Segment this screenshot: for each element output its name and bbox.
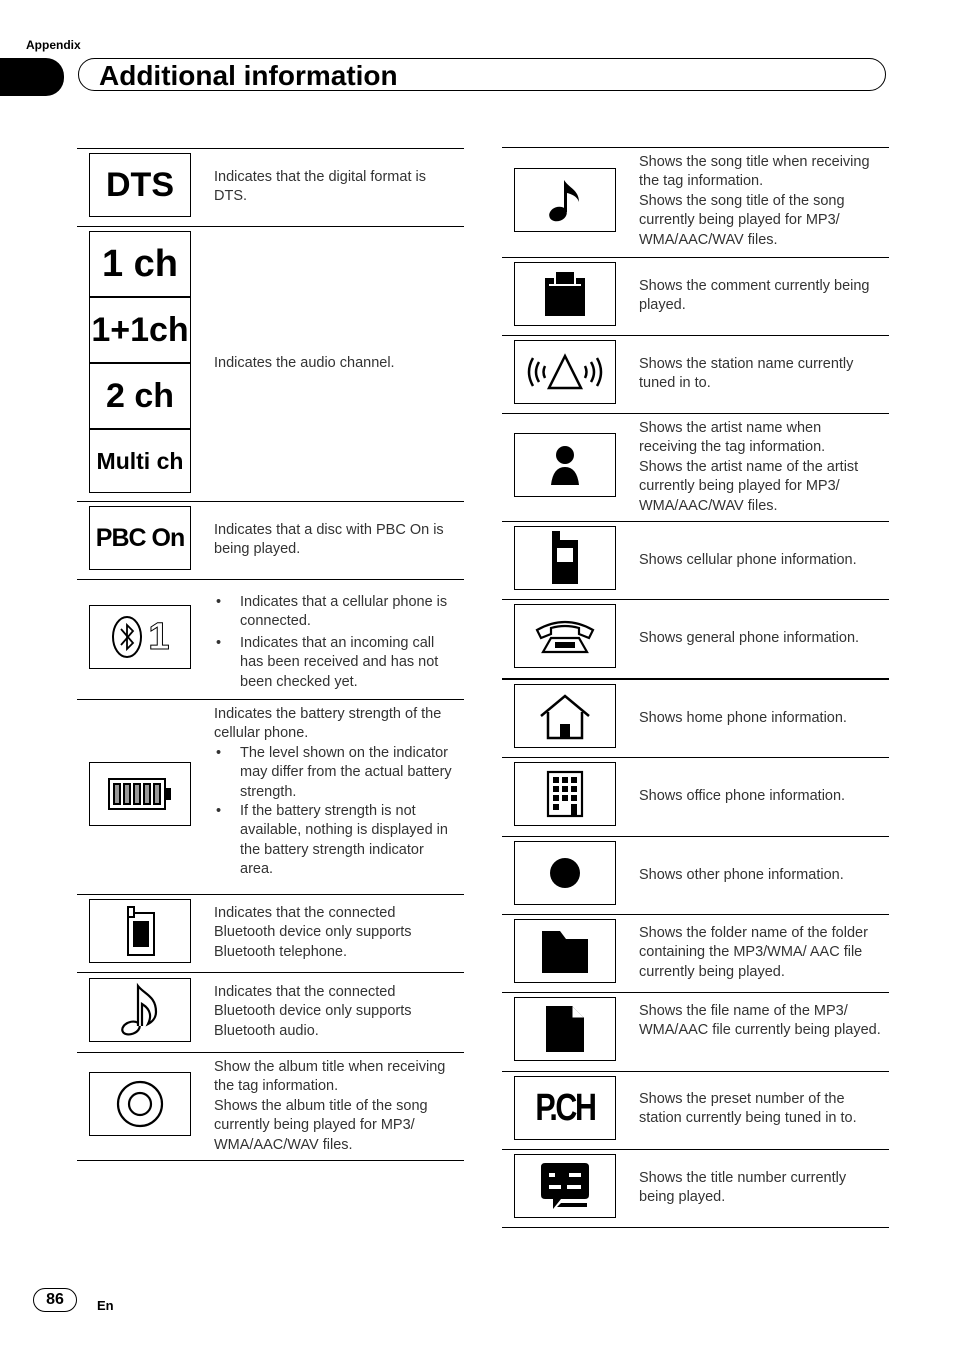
station-antenna-icon: [514, 340, 616, 404]
table-row: [502, 757, 889, 836]
table-row: [77, 226, 464, 501]
table-row: [502, 599, 889, 677]
page-number: 86: [33, 1288, 77, 1312]
row-description: Shows the song title when receiving the tag information. Shows the song title of the song currently being played for MP3/ WMA/AAC/WAV files.: [639, 154, 870, 248]
row-description: Shows home phone information.: [639, 710, 847, 726]
office-building-icon: [514, 762, 616, 826]
comment-icon: [514, 262, 616, 326]
row-description: • Indicates that a cellular phone is connected. • Indicates that an incoming call has been received and has not been checked yet.: [214, 593, 458, 692]
bluetooth-audio-icon: [89, 978, 191, 1042]
table-row: [502, 1071, 889, 1149]
row-description: Indicates that a disc with PBC On is being played.: [214, 522, 444, 558]
row-description: Indicates that the connected Bluetooth device only supports Bluetooth audio.: [214, 984, 412, 1039]
multi-channel-icon: Multi ch: [89, 429, 191, 493]
table-row: [77, 148, 464, 226]
row-description: Shows the title number currently being played.: [639, 1170, 847, 1206]
right-icon-table: [502, 147, 889, 1229]
other-phone-dot-icon: [514, 841, 616, 905]
preset-channel-icon: P.CH: [514, 1076, 616, 1140]
section-label: Appendix: [26, 38, 81, 52]
row-description: Indicates that the connected Bluetooth device only supports Bluetooth telephone.: [214, 905, 412, 960]
row-description: Shows the comment currently being played.: [639, 278, 870, 314]
table-row: [77, 699, 464, 894]
dual-mono-channel-icon: 1+1ch: [89, 297, 191, 363]
language-label: En: [97, 1298, 114, 1313]
folder-icon: [514, 919, 616, 983]
row-description: Indicates the battery strength of the cellular phone. • The level shown on the indicator may differ from the actual battery strength. • If the battery strength is not available, nothing is displayed in the battery strength indicator area.: [214, 705, 458, 880]
table-row: [502, 335, 889, 413]
home-icon: [514, 684, 616, 748]
page-title: Additional information: [99, 60, 398, 91]
row-description: Indicates the audio channel.: [214, 355, 395, 371]
row-description: Shows the file name of the MP3/ WMA/AAC file currently being played.: [639, 1003, 881, 1039]
two-channel-icon: 2 ch: [89, 363, 191, 429]
music-note-icon: [514, 168, 616, 232]
table-row: [502, 836, 889, 914]
row-description: Shows cellular phone information.: [639, 552, 857, 568]
table-row: [502, 521, 889, 599]
dts-icon: DTS: [89, 153, 191, 217]
table-row: [502, 914, 889, 992]
row-description: Indicates that the digital format is DTS.: [214, 169, 426, 205]
album-disc-icon: [89, 1072, 191, 1136]
row-description: Shows other phone information.: [639, 867, 844, 883]
file-icon: [514, 997, 616, 1061]
left-icon-table: [77, 148, 464, 1162]
table-row: [77, 501, 464, 579]
artist-person-icon: [514, 433, 616, 497]
row-description: Shows the station name currently tuned in to.: [639, 356, 854, 392]
table-row: [502, 147, 889, 257]
row-description: Shows the artist name when receiving the tag information. Shows the artist name of the artist currently being played for MP3/ WMA/AAC/WAV files.: [639, 420, 859, 514]
row-description: Shows office phone information.: [639, 788, 846, 804]
table-row: [502, 413, 889, 521]
table-row: [77, 579, 464, 699]
battery-icon: [89, 762, 191, 826]
cellular-phone-icon: [514, 526, 616, 590]
row-description: Shows the folder name of the folder containing the MP3/WMA/ AAC file currently being played.: [639, 925, 868, 980]
chapter-tab: [0, 58, 64, 96]
table-row: [77, 972, 464, 1052]
row-description: Shows the preset number of the station currently being tuned in to.: [639, 1091, 857, 1127]
table-row: [502, 992, 889, 1071]
row-description: Shows general phone information.: [639, 630, 860, 646]
pbc-on-icon: PBC On: [89, 506, 191, 570]
bluetooth-telephone-icon: [89, 899, 191, 963]
table-row: [77, 894, 464, 972]
table-row: [77, 1052, 464, 1160]
bluetooth-icon: [110, 615, 144, 659]
one-channel-icon: 1 ch: [89, 231, 191, 297]
telephone-icon: [514, 604, 616, 668]
row-description: Show the album title when receiving the tag information. Shows the album title of the song currently being played for MP3/ WMA/AAC/WAV files.: [214, 1059, 446, 1153]
table-row: [502, 257, 889, 335]
title-speech-bubble-icon: [514, 1154, 616, 1218]
bluetooth-connected-icon: 1: [89, 605, 191, 669]
table-row: [502, 679, 889, 757]
table-row: [502, 1149, 889, 1227]
page-title-box: [78, 58, 886, 91]
